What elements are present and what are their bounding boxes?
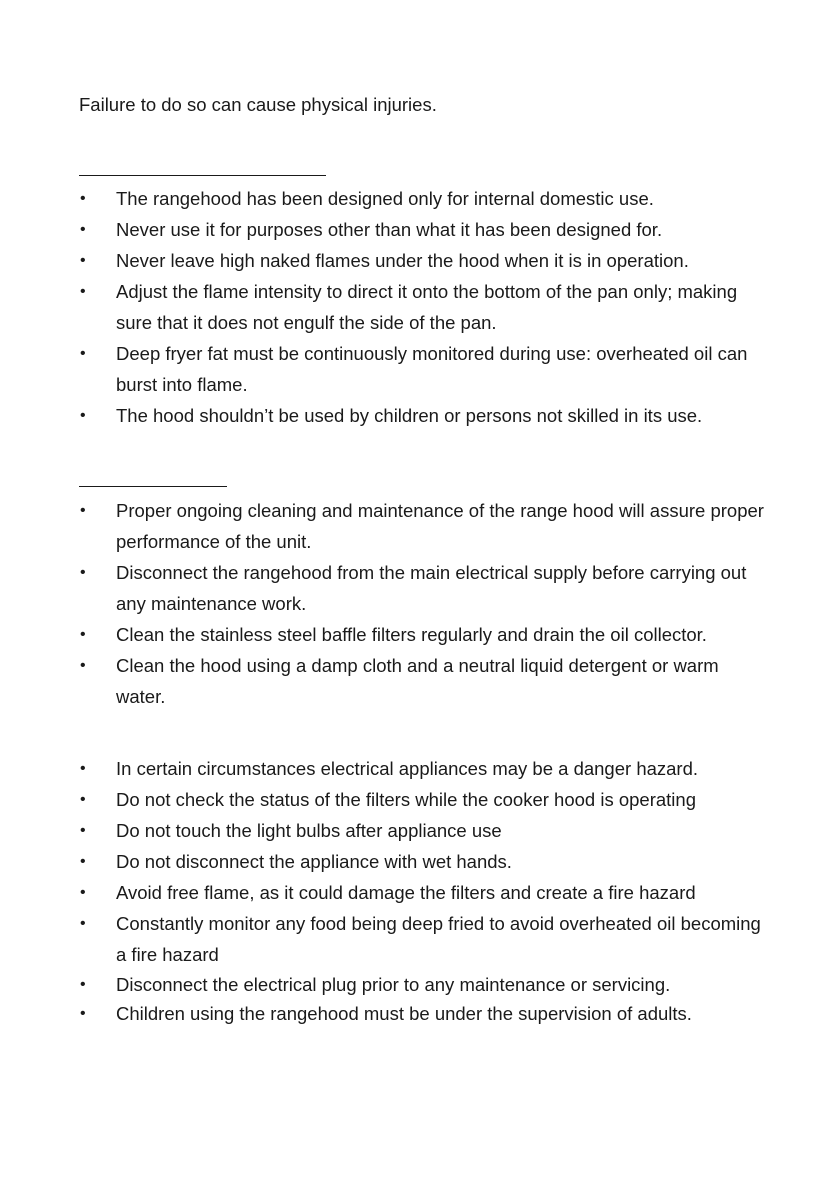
list-item: • The rangehood has been designed only for internal domestic use. (0, 183, 839, 214)
list-item: • Proper ongoing cleaning and maintenance of the range hood will assure proper performance of the unit. (0, 495, 839, 557)
list-item: • Constantly monitor any food being deep fried to avoid overheated oil becoming a fire hazard (0, 908, 839, 970)
list-item: • Do not touch the light bulbs after appliance use (0, 815, 839, 846)
section-maintenance-heading-rule (79, 486, 227, 487)
list-item: • Never use it for purposes other than what it has been designed for. (0, 214, 839, 245)
section-safety-list (0, 753, 839, 1028)
list-item: • Clean the stainless steel baffle filters regularly and drain the oil collector. (0, 619, 839, 650)
list-item: • In certain circumstances electrical appliances may be a danger hazard. (0, 753, 839, 784)
intro-text: Failure to do so can cause physical injuries. (79, 94, 437, 115)
section-maintenance-list (0, 495, 839, 712)
list-item: • The hood shouldn’t be used by children or persons not skilled in its use. (0, 400, 839, 431)
list-item: • Do not disconnect the appliance with wet hands. (0, 846, 839, 877)
list-item: • Clean the hood using a damp cloth and a neutral liquid detergent or warm water. (0, 650, 839, 712)
list-item: • Children using the rangehood must be under the supervision of adults. (0, 999, 839, 1028)
list-item: • Avoid free flame, as it could damage the filters and create a fire hazard (0, 877, 839, 908)
section-usage-list (0, 183, 839, 431)
list-item: • Never leave high naked flames under the hood when it is in operation. (0, 245, 839, 276)
list-item: • Adjust the flame intensity to direct it onto the bottom of the pan only; making sure that it does not engulf the side of the pan. (0, 276, 839, 338)
list-item: • Disconnect the electrical plug prior to any maintenance or servicing. (0, 970, 839, 999)
list-item: • Disconnect the rangehood from the main electrical supply before carrying out any maintenance work. (0, 557, 839, 619)
list-item: • Deep fryer fat must be continuously monitored during use: overheated oil can burst into flame. (0, 338, 839, 400)
section-usage-heading-rule (79, 175, 326, 176)
list-item: • Do not check the status of the filters while the cooker hood is operating (0, 784, 839, 815)
